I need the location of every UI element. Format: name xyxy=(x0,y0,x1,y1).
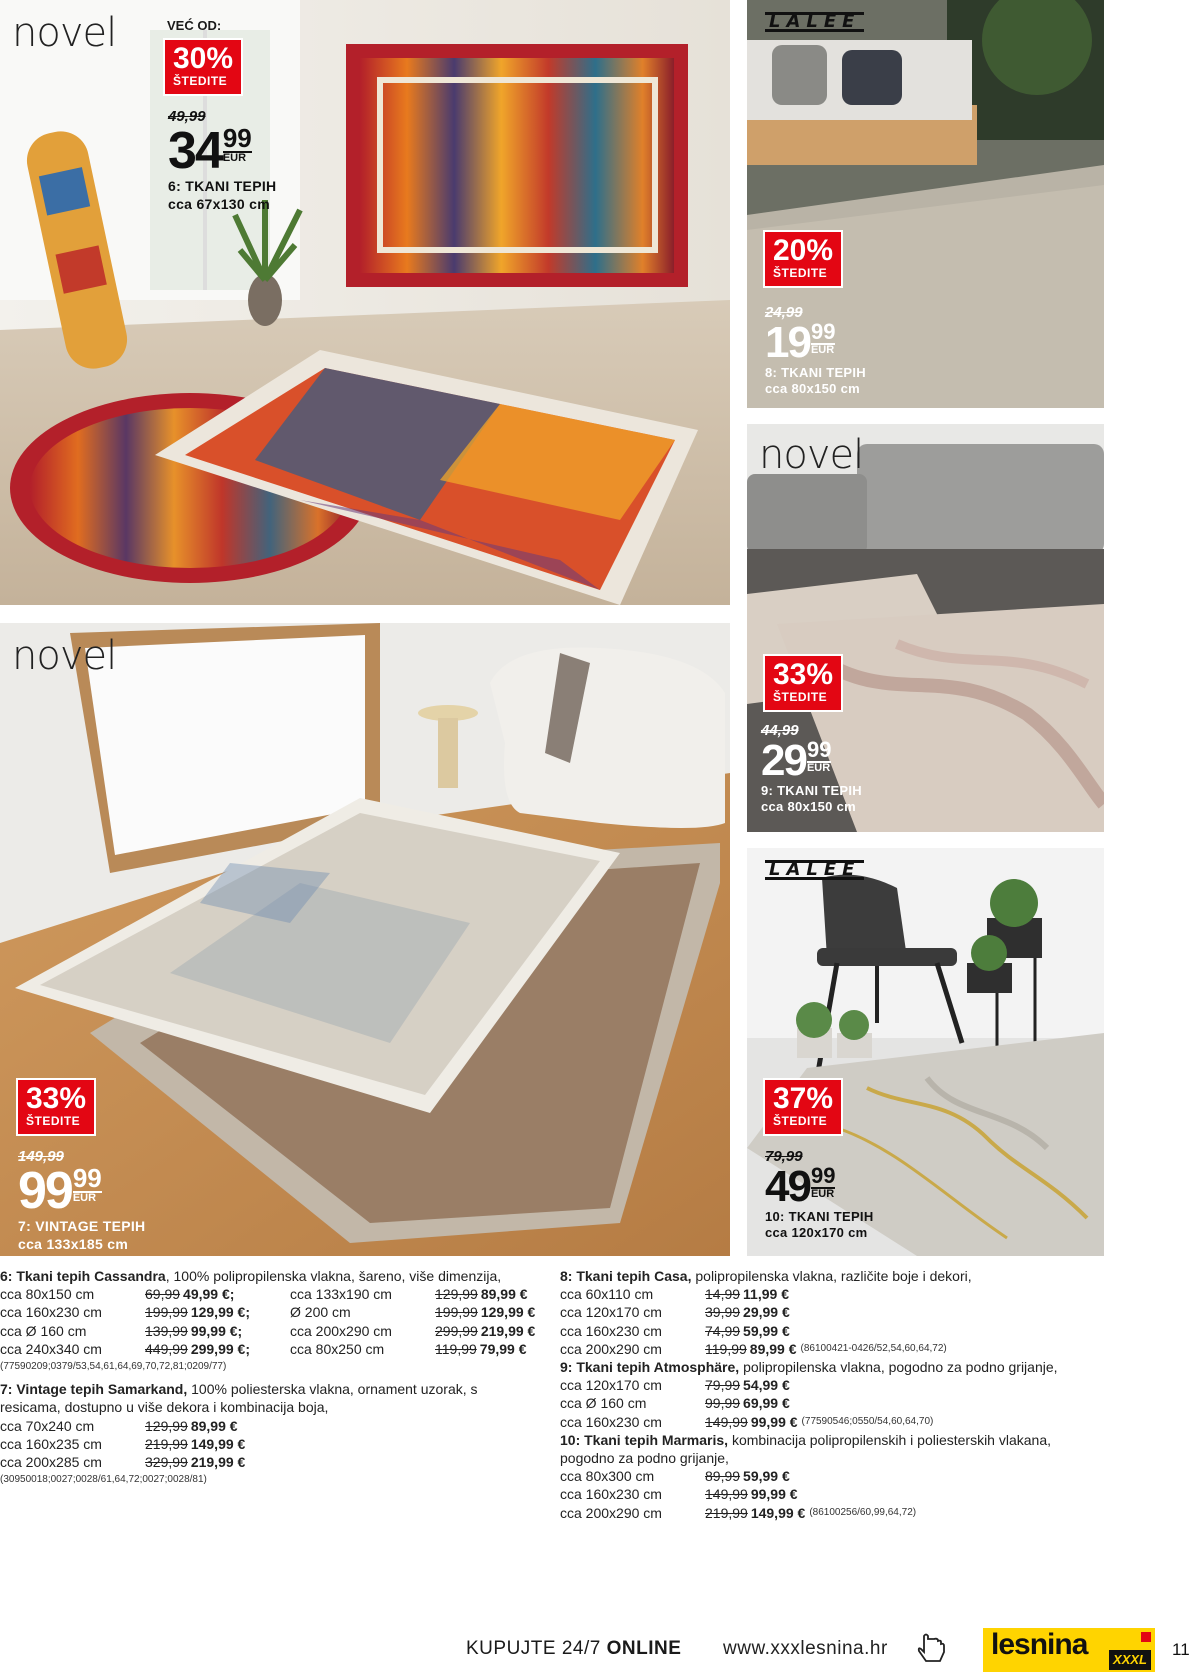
price-row: cca 200x285 cm 329,99 219,99 € xyxy=(0,1454,246,1471)
product-6-price-list-right xyxy=(290,1285,535,1358)
price-row: cca 160x230 cm 199,99 129,99 €; xyxy=(0,1304,250,1321)
price-row: cca Ø 160 cm 139,99 99,99 €; xyxy=(0,1322,243,1339)
price-block xyxy=(18,1148,145,1253)
product-7-description xyxy=(0,1380,540,1416)
product-7-panel xyxy=(0,623,730,1256)
price-row: cca 80x250 cm 119,99 79,99 € xyxy=(290,1340,527,1357)
product-8-description xyxy=(560,1267,1105,1285)
product-9-price-list xyxy=(560,1376,1105,1431)
price-row: cca 120x170 cm 79,99 54,99 € xyxy=(560,1377,790,1394)
price-row: cca 133x190 cm 129,99 89,99 € xyxy=(290,1286,528,1303)
price-block xyxy=(168,108,276,213)
price-currency: EUR xyxy=(810,1188,835,1200)
brand-lalee-logo: LALEE xyxy=(765,860,864,880)
product-7-article-code: (30950018;0027;0028/61,64,72;0027;0028/81) xyxy=(0,1474,207,1486)
shop-suffix: ONLINE xyxy=(600,1638,682,1659)
price-integer: 34 xyxy=(168,122,222,180)
price-decimals: 99 xyxy=(806,737,832,762)
product-7-title: 7: Vintage tepih Samarkand, xyxy=(0,1381,188,1398)
price-row: cca 160x230 cm 74,99 59,99 € xyxy=(560,1322,790,1339)
product-name: 7: VINTAGE TEPIH xyxy=(18,1218,146,1234)
product-6-price-list-left xyxy=(0,1285,290,1358)
price-currency: EUR xyxy=(810,344,835,356)
price-row: cca 60x110 cm 14,99 11,99 € xyxy=(560,1286,789,1303)
discount-badge xyxy=(763,654,843,712)
product-10-article-code: (86100256/60,99,64,72) xyxy=(809,1506,917,1518)
product-size: cca 80x150 cm xyxy=(765,381,860,396)
save-label: ŠTEDITE xyxy=(173,74,228,88)
brand-novel-logo: novel xyxy=(12,633,117,679)
footer xyxy=(0,1630,1200,1674)
price-decimals: 99 xyxy=(222,123,252,153)
price-integer: 29 xyxy=(761,736,806,785)
logo-main: lesnina xyxy=(991,1628,1088,1661)
old-price: 44,99 xyxy=(761,722,799,739)
product-10-desc: kombinacija polipropilenskih i poliesterskih vlakana, pogodno za podno grijanje, xyxy=(560,1431,1052,1467)
discount-percent: 30% xyxy=(173,42,234,75)
product-6-desc: , 100% polipropilenska vlakna, šareno, više dimenzija, xyxy=(165,1268,502,1284)
discount-percent: 33% xyxy=(773,658,834,691)
price-decimals: 99 xyxy=(810,319,836,344)
product-8-price-list xyxy=(560,1285,1105,1358)
price-row: cca 70x240 cm 129,99 89,99 € xyxy=(0,1417,238,1434)
price-row: cca 160x230 cm 149,99 99,99 € (77590546;0550/54,60,64,70) xyxy=(560,1413,934,1430)
product-name: 10: TKANI TEPIH xyxy=(765,1209,874,1224)
discount-percent: 37% xyxy=(773,1082,834,1115)
product-10-description xyxy=(560,1431,1100,1467)
discount-badge xyxy=(763,1078,843,1136)
details-right-column xyxy=(560,1267,1105,1522)
product-6-description xyxy=(0,1267,550,1285)
save-label: ŠTEDITE xyxy=(26,1114,81,1128)
product-9-desc: polipropilenska vlakna, pogodno za podno grijanje, xyxy=(739,1359,1058,1376)
product-6-photo xyxy=(0,0,730,605)
current-price xyxy=(761,736,862,785)
product-9-article-code: (77590546;0550/54,60,64,70) xyxy=(801,1415,934,1427)
product-8-desc: polipropilenska vlakna, različite boje i dekori, xyxy=(691,1268,972,1284)
price-block xyxy=(761,722,862,815)
discount-badge xyxy=(163,38,243,96)
product-9-title: 9: Tkani tepih Atmosphäre, xyxy=(560,1359,740,1376)
price-row: cca 160x230 cm 149,99 99,99 € xyxy=(560,1486,798,1503)
current-price xyxy=(168,122,276,180)
save-label: ŠTEDITE xyxy=(773,690,828,704)
product-6-price-table xyxy=(0,1285,550,1358)
price-row: cca 240x340 cm 449,99 299,99 €; xyxy=(0,1340,250,1357)
pointing-hand-icon xyxy=(916,1632,950,1666)
product-6-article-code: (77590209;0379/53,54,61,64,69,70,72,81;0209/77) xyxy=(0,1361,227,1373)
logo-accent xyxy=(1141,1632,1151,1642)
product-7-desc: 100% poliesterska vlakna, ornament uzorak, s resicama, dostupno u više dekora i kombinacija boja, xyxy=(0,1381,478,1416)
lesnina-xxxl-logo xyxy=(983,1628,1155,1672)
price-row: cca Ø 160 cm 99,99 69,99 € xyxy=(560,1395,790,1412)
price-integer: 49 xyxy=(765,1162,810,1211)
price-integer: 19 xyxy=(765,318,810,367)
product-name: 9: TKANI TEPIH xyxy=(761,783,862,798)
current-price xyxy=(765,318,866,367)
product-8-title: 8: Tkani tepih Casa, xyxy=(560,1268,692,1284)
price-integer: 99 xyxy=(18,1162,72,1220)
product-10-price-list xyxy=(560,1467,1105,1522)
product-10-title: 10: Tkani tepih Marmaris, xyxy=(560,1431,729,1448)
product-size: cca 120x170 cm xyxy=(765,1225,868,1240)
current-price xyxy=(18,1162,145,1220)
price-row: cca 200x290 cm 299,99 219,99 € xyxy=(290,1322,536,1339)
old-price: 24,99 xyxy=(765,304,803,321)
website-link[interactable]: www.xxxlesnina.hr xyxy=(723,1638,888,1659)
product-9-description xyxy=(560,1358,1105,1376)
price-decimals: 99 xyxy=(72,1163,102,1193)
logo-sub-box xyxy=(1109,1650,1151,1670)
details-left-column xyxy=(0,1267,550,1489)
product-8-article-code: (86100421-0426/52,54,60,64,72) xyxy=(800,1342,947,1354)
price-currency: EUR xyxy=(72,1192,97,1204)
save-label: ŠTEDITE xyxy=(773,266,828,280)
discount-percent: 20% xyxy=(773,234,834,267)
price-decimals: 99 xyxy=(810,1163,836,1188)
current-price xyxy=(765,1162,874,1211)
product-10-panel xyxy=(747,848,1104,1256)
price-block xyxy=(765,304,866,397)
discount-badge xyxy=(16,1078,96,1136)
page-number: 11 xyxy=(1172,1640,1190,1659)
product-size: cca 133x185 cm xyxy=(18,1236,129,1252)
product-name: 8: TKANI TEPIH xyxy=(765,365,866,380)
discount-badge xyxy=(763,230,843,288)
price-row: cca 120x170 cm 39,99 29,99 € xyxy=(560,1304,790,1321)
old-price: 149,99 xyxy=(18,1148,64,1165)
price-row: cca 200x290 cm 119,99 89,99 € (86100421-0426/52,54,60,64,72) xyxy=(560,1340,947,1357)
product-9-panel xyxy=(747,424,1104,832)
shop-online-slogan xyxy=(466,1638,681,1660)
product-7-price-list xyxy=(0,1417,550,1472)
product-size: cca 67x130 cm xyxy=(168,196,270,212)
brand-novel-logo: novel xyxy=(12,10,117,56)
product-6-panel xyxy=(0,0,730,605)
product-6-title: 6: Tkani tepih Cassandra xyxy=(0,1268,166,1284)
price-row: cca 80x150 cm 69,99 49,99 €; xyxy=(0,1286,235,1303)
brand-lalee-logo: LALEE xyxy=(765,12,864,32)
product-8-panel xyxy=(747,0,1104,408)
price-prefix: VEĆ OD: xyxy=(167,18,222,33)
price-row: cca 80x300 cm 89,99 59,99 € xyxy=(560,1468,790,1485)
old-price: 49,99 xyxy=(168,108,206,125)
price-currency: EUR xyxy=(806,762,831,774)
price-currency: EUR xyxy=(222,152,247,164)
price-row: cca 160x235 cm 219,99 149,99 € xyxy=(0,1435,246,1452)
price-row: cca 200x290 cm 219,99 149,99 € (86100256/60,99,64,72) xyxy=(560,1504,917,1521)
price-row: Ø 200 cm 199,99 129,99 € xyxy=(290,1304,536,1321)
discount-percent: 33% xyxy=(26,1082,87,1115)
old-price: 79,99 xyxy=(765,1148,803,1165)
price-block xyxy=(765,1148,874,1241)
product-size: cca 80x150 cm xyxy=(761,799,856,814)
brand-novel-logo: novel xyxy=(759,432,864,478)
shop-prefix: KUPUJTE 24/7 xyxy=(466,1638,601,1659)
product-name: 6: TKANI TEPIH xyxy=(168,178,277,194)
logo-sub: XXXL xyxy=(1113,1652,1147,1667)
save-label: ŠTEDITE xyxy=(773,1114,828,1128)
